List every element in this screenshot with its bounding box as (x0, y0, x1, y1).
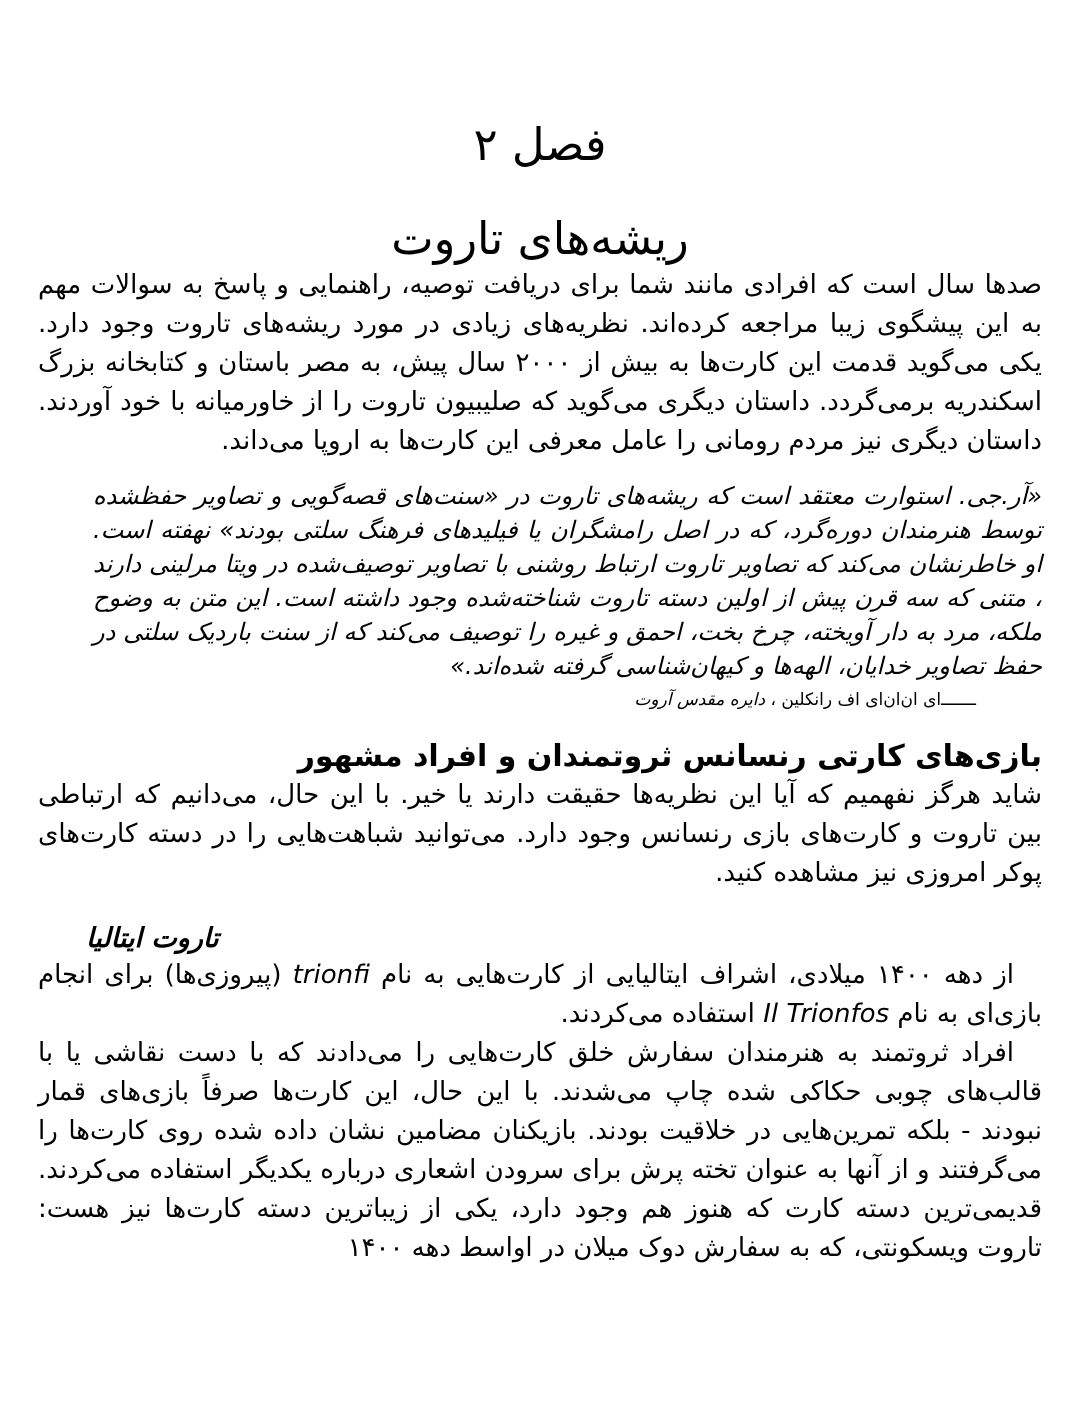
theories-paragraph: شاید هرگز نفهمیم که آیا این نظریه‌ها حقیقت دارند یا خیر. با این حال، می‌دانیم که ارتباطی بین تاروت و کارت‌های بازی رنسانس وجود دارد. می‌توانید شباهت‌هایی را در دسته کارت‌های پوکر امروزی نیز مشاهده کنید. (38, 780, 1042, 888)
attribution-dash: ـــــــ (941, 690, 976, 710)
chapter-number: فصل ۲ (473, 118, 607, 171)
patrons-paragraph: افراد ثروتمند به هنرمندان سفارش خلق کارت‌هایی را می‌دادند که با دست نقاشی یا با قالب‌های چوبی حکاکی شده چاپ می‌شدند. با این حال، این کارت‌ها صرفاً بازی‌های قمار نبودند - بلکه تمرین‌هایی در خلاقیت بودند. بازیکنان مضامین نشان داده شده روی کارت‌ها را می‌گرفتند و از آنها به عنوان تخته پرش برای سرودن اشعاری درباره یکدیگر استفاده می‌کردند. قدیمی‌ترین دسته کارت که هنوز هم وجود دارد، یکی از زیباترین دسته کارت‌ها نیز هست: تاروت ویسکونتی، که به سفارش دوک میلان در اواسط دهه ۱۴۰۰ (38, 1038, 1042, 1264)
blockquote-stewart: «آر.جی. استوارت معتقد است که ریشه‌های تاروت در «سنت‌های قصه‌گویی و تصاویر حفظشده توسط هنرمندان دوره‌گرد، که در اصل رامشگران یا فیلیدهای فرهنگ سلتی بودند» نهفته است. او خاطرنشان می‌کند که تصاویر تاروت ارتباط روشنی با تصاویر توصیف‌شده در ویتا مرلینی دارند ، متنی که سه قرن پیش از اولین دسته تاروت شناخته‌شده وجود داشته است. این متن به وضوح ملکه، مرد به دار آویخته، چرخ بخت، احمق و غیره را توصیف می‌کند که از سنت باردیک سلتی در حفظ تصاویر خدایان، الهه‌ها و کیهان‌شناسی گرفته شده‌اند.» (93, 482, 1042, 680)
quote-attribution (38, 689, 976, 711)
intro-paragraph: صدها سال است که افرادی مانند شما برای دریافت توصیه، راهنمایی و پاسخ به سوالات مهم به این پیشگوی زیبا مراجعه کرده‌اند. نظریه‌های زیادی در مورد ریشه‌های تاروت وجود دارد. یکی می‌گوید قدمت این کارت‌ها به بیش از ۲۰۰۰ سال پیش، به مصر باستان و کتابخانه بزرگ اسکندریه برمی‌گردد. داستان دیگری می‌گوید که صلیبیون تاروت را از خاورمیانه با خود آوردند. داستان دیگری نیز مردم رومانی را عامل معرفی این کارت‌ها به اروپا می‌داند. (38, 270, 1042, 456)
subsection-heading-tarot-of-italy: تاروت ایتالیا (86, 923, 219, 954)
trionfi-paragraph-text-c: استفاده می‌کردند. (560, 999, 764, 1030)
chapter-title: ریشه‌های تاروت (391, 212, 689, 265)
attribution-book-title: دایره مقدس آروت (634, 690, 766, 710)
section-heading-renaissance-card-games: بازی‌های کارتی رنسانس ثروتمندان و افراد مشهور (297, 739, 1042, 774)
attribution-author: ای ان‌ان‌ای اف رانکلین ، (765, 690, 942, 710)
il-trionfos-latin-term: Il Trionfos (763, 999, 890, 1030)
trionfi-paragraph-text-b: (پیروزی‌ها) برای انجام بازی‌ای به نام (38, 960, 1042, 1030)
trionfi-paragraph (38, 956, 1042, 1034)
trionfi-latin-term: trionfi (292, 960, 370, 991)
trionfi-paragraph-text-a: از دهه ۱۴۰۰ میلادی، اشراف ایتالیایی از کارت‌هایی به نام (369, 960, 1014, 991)
